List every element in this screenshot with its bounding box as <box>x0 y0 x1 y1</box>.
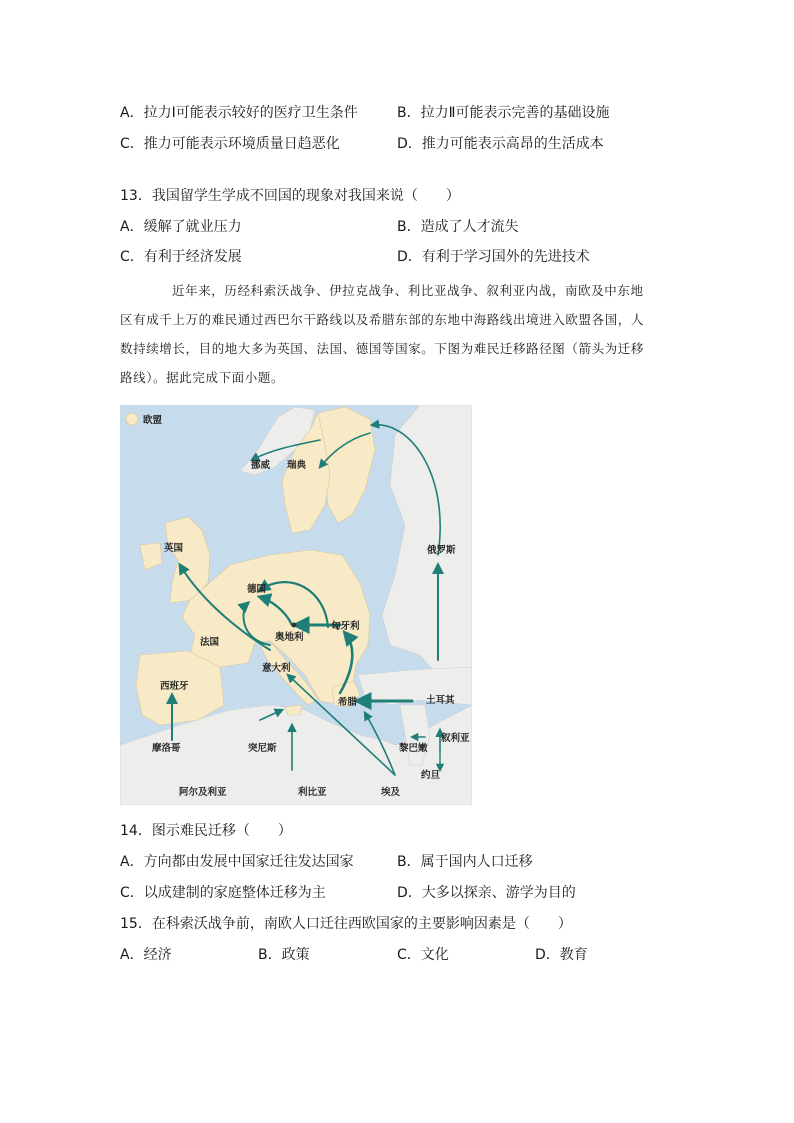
q14-option-b: B．属于国内人口迁移 <box>397 854 533 870</box>
reading-passage <box>120 276 680 392</box>
q14-stem: 14．图示难民迁移（ ） <box>120 823 292 839</box>
q15-option-a: A．经济 <box>120 947 172 963</box>
legend-eu-swatch <box>126 413 138 425</box>
passage-line-3: 数持续增长，目的地大多为英国、法国、德国等国家。下图为难民迁移路径图（箭头为迁移 <box>120 341 645 356</box>
label-jordan: 约旦 <box>421 770 441 781</box>
q13-option-b: B．造成了人才流失 <box>397 219 519 235</box>
austria-hub-dot <box>292 623 297 628</box>
label-russia: 俄罗斯 <box>427 545 456 556</box>
label-greece: 希腊 <box>338 697 358 708</box>
q14-option-c: C．以成建制的家庭整体迁移为主 <box>120 885 326 901</box>
q15-option-c: C．文化 <box>397 947 449 963</box>
q15-stem: 15．在科索沃战争前，南欧人口迁往西欧国家的主要影响因素是（ ） <box>120 916 572 932</box>
label-algeria: 阿尔及利亚 <box>179 787 227 798</box>
q13-stem: 13．我国留学生学成不回国的现象对我国来说（ ） <box>120 188 460 204</box>
q12-option-d: D．推力可能表示高昂的生活成本 <box>397 136 604 152</box>
q13-option-d: D．有利于学习国外的先进技术 <box>397 249 590 265</box>
refugee-migration-map <box>120 405 472 805</box>
q13-option-a: A．缓解了就业压力 <box>120 219 242 235</box>
label-italy: 意大利 <box>262 663 291 674</box>
passage-line-4: 路线）。据此完成下面小题。 <box>120 370 285 385</box>
label-egypt: 埃及 <box>381 787 401 798</box>
label-germany: 德国 <box>247 584 267 595</box>
q12-option-c: C．推力可能表示环境质量日趋恶化 <box>120 136 340 152</box>
q12-option-b: B．拉力Ⅱ可能表示完善的基础设施 <box>397 105 610 121</box>
label-hungary: 匈牙利 <box>331 621 360 632</box>
label-uk: 英国 <box>164 543 184 554</box>
q15-option-d: D．教育 <box>535 947 588 963</box>
q13-option-c: C．有利于经济发展 <box>120 249 242 265</box>
q14-option-a: A．方向都由发展中国家迁往发达国家 <box>120 854 354 870</box>
label-turkey: 土耳其 <box>426 695 455 706</box>
label-spain: 西班牙 <box>160 681 189 692</box>
label-morocco: 摩洛哥 <box>152 743 181 754</box>
q12-option-a: A．拉力Ⅰ可能表示较好的医疗卫生条件 <box>120 105 358 121</box>
label-tunisia: 突尼斯 <box>248 743 277 754</box>
legend-eu-label: 欧盟 <box>143 415 163 426</box>
label-libya: 利比亚 <box>298 787 327 798</box>
q14-option-d: D．大多以探亲、游学为目的 <box>397 885 576 901</box>
sicily-land <box>285 705 302 715</box>
label-austria: 奥地利 <box>275 632 304 643</box>
q15-option-b: B．政策 <box>258 947 310 963</box>
passage-line-2: 区有成千上万的难民通过西巴尔干路线以及希腊东部的东地中海路线出境进入欧盟各国，人 <box>120 312 645 327</box>
label-sweden: 瑞典 <box>287 460 307 471</box>
label-france: 法国 <box>200 637 220 648</box>
label-lebanon: 黎巴嫩 <box>399 743 428 754</box>
label-norway: 挪威 <box>251 460 271 471</box>
label-syria: 叙利亚 <box>441 733 470 744</box>
passage-line-1: 近年来，历经科索沃战争、伊拉克战争、利比亚战争、叙利亚内战，南欧及中东地 <box>172 283 644 298</box>
